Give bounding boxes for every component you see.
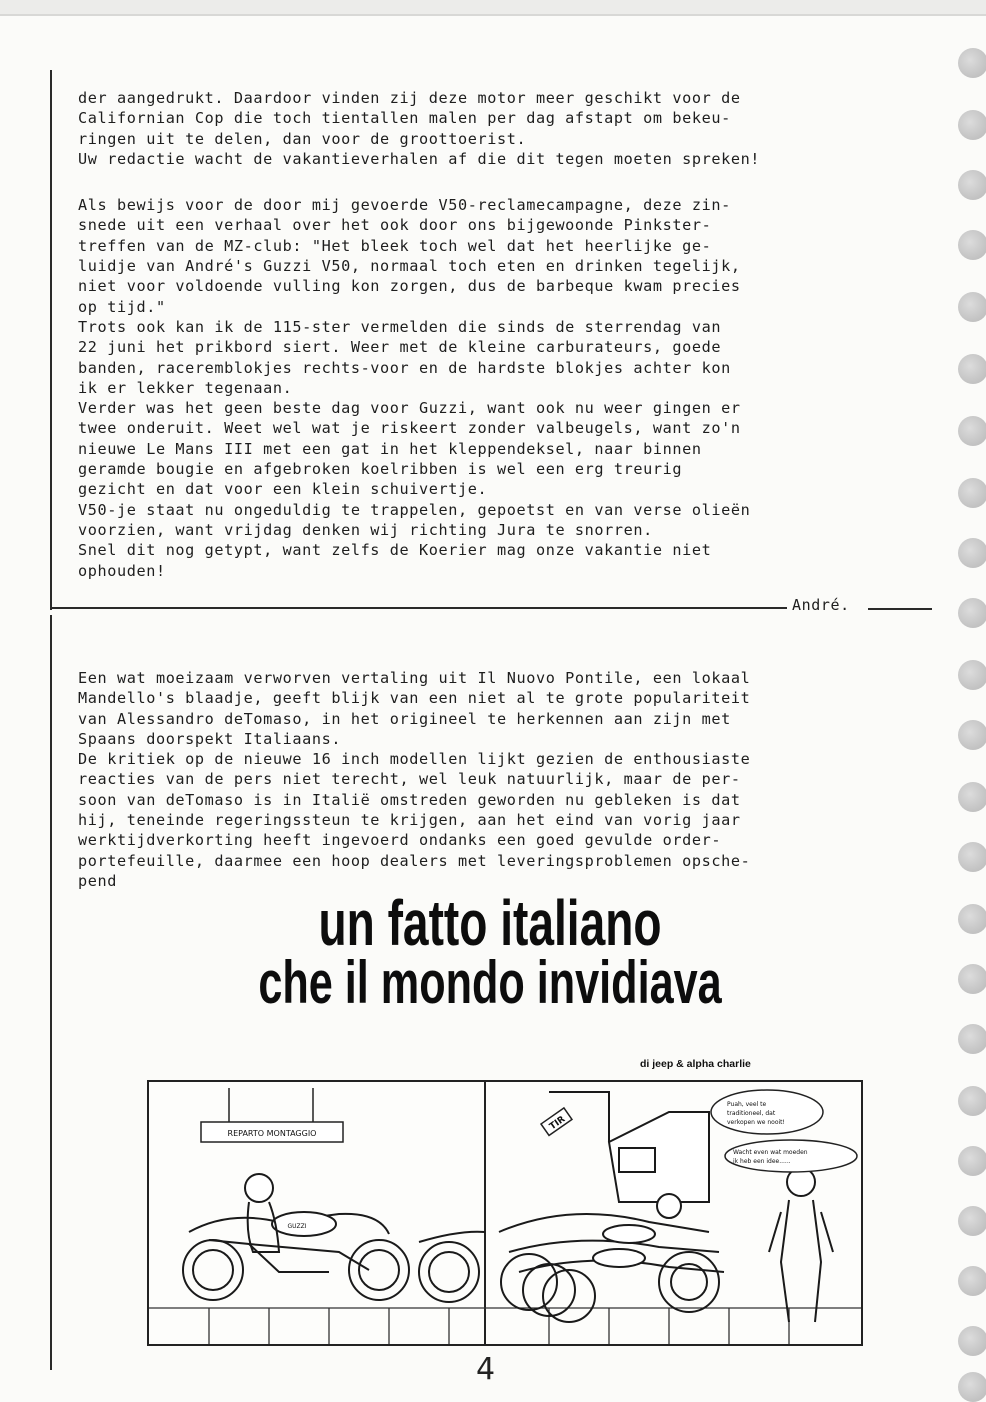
tir-sign-text: TIR [548,1114,568,1133]
binder-hole [958,292,986,322]
text-line: 22 juni het prikbord siert. Weer met de kleine carburateurs, goede [78,338,722,357]
binder-hole [958,538,986,568]
text-line: treffen van de MZ-club: "Het bleek toch wel dat het heerlijke ge- [78,236,712,255]
binder-hole [958,598,986,628]
text-line: ringen uit te delen, dan voor de groottoerist. [78,129,527,148]
text-line: van Alessandro deTomaso, in het origineel te herkennen aan zijn met [78,709,731,728]
binder-hole [958,416,986,446]
text-line: twee onderuit. Weet wel wat je riskeert zonder valbeugels, want zo'n [78,419,741,438]
text-line: hij, teneinde regeringssteun te krijgen, aan het eind van vorig jaar [78,811,741,830]
text-line: Californian Cop die toch tientallen malen per dag afstapt om bekeu- [78,109,731,128]
text-line: De kritiek op de nieuwe 16 inch modellen lijkt gezien de enthousiaste [78,750,751,769]
text-line: werktijdverkorting heeft ingevoerd ondanks een goed gevulde order- [78,831,722,850]
text-line: banden, raceremblokjes rechts-voor en de hardste blokjes achter kon [78,358,731,377]
binder-hole [958,230,986,260]
binder-hole [958,1146,986,1176]
text-line: Spaans doorspekt Italiaans. [78,729,342,748]
article-1 [78,88,958,581]
text-line: Als bewijs voor de door mij gevoerde V50-reclamecampagne, deze zin- [78,196,731,215]
margin-line-top [50,70,52,610]
binder-hole [958,842,986,872]
comic-strip [147,1080,863,1346]
speech-bubble-2 [725,1140,857,1172]
scan-edge-line [0,14,986,16]
text-line: der aangedrukt. Daardoor vinden zij deze motor meer geschikt voor de [78,89,741,107]
bubble-1-line-1: Puah, veel te [727,1101,767,1108]
text-line: soon van deTomaso is in Italië omstreden geworden nu gebleken is dat [78,790,741,809]
binder-hole [958,1372,986,1402]
text-line: niet voor voldoende vulling kon zorgen, dus de barbeque kwam precies [78,277,741,296]
byline: di jeep & alpha charlie [640,1058,751,1070]
binder-hole [958,48,986,78]
left-motorcycle [183,1174,409,1300]
text-line: ik er lekker tegenaan. [78,378,293,397]
signature: André. [792,596,850,614]
binder-hole [958,478,986,508]
binder-hole [958,170,986,200]
text-line: geramde bougie en afgebroken koelribben is wel een erg treurig [78,460,683,479]
truck [549,1092,709,1218]
binder-hole [958,782,986,812]
text-line: Verder was het geen beste dag voor Guzzi, want ook nu weer gingen er [78,399,741,418]
text-line: Mandello's blaadje, geeft blijk van een niet al te grote populariteit [78,689,751,708]
headline-line-2: che il mondo invidiava [258,949,722,1016]
bubble-2-line-1: Wacht even wat moeden [733,1149,808,1156]
binder-hole [958,904,986,934]
bubble-1-line-2: traditioneel, dat [727,1110,776,1117]
comic-drawing [149,1082,861,1344]
binder-hole [958,720,986,750]
binder-hole [958,1266,986,1296]
text-line: pend [78,871,117,890]
text-line: gezicht en dat voor een klein schuivertje. [78,480,488,499]
text-line: nieuwe Le Mans III met een gat in het kleppendeksel, naar binnen [78,439,702,458]
binder-hole [958,110,986,140]
text-line: Snel dit nog getypt, want zelfs de Koerier mag onze vakantie niet [78,541,712,560]
text-line: reacties van de pers niet terecht, wel leuk natuurlijk, maar de per- [78,770,741,789]
text-line: Trots ook kan ik de 115-ster vermelden die sinds de sterrendag van [78,317,722,336]
assembly-sign-text: REPARTO MONTAGGIO [227,1129,317,1138]
text-line: portefeuille, daarmee een hoop dealers met leveringsproblemen opsche- [78,851,751,870]
floor-tiles [149,1308,861,1344]
section-divider [52,607,787,609]
text-line: Een wat moeizaam verworven vertaling uit Il Nuovo Pontile, een lokaal [78,669,751,687]
tir-sign [541,1108,572,1136]
binder-hole [958,1024,986,1054]
binder-hole [958,354,986,384]
text-line: snede uit een verhaal over het ook door ons bijgewoonde Pinkster- [78,216,712,235]
page-number: 4 [476,1352,496,1387]
stacked-motorcycles [499,1214,724,1322]
binder-hole [958,964,986,994]
headline-line-1: un fatto italiano [318,887,662,959]
blank-line [78,169,958,195]
binder-hole [958,660,986,690]
bubble-2-line-2: ik heb een idee...... [733,1158,791,1165]
article-2 [78,668,958,891]
partial-motorcycle [419,1232,485,1302]
margin-line-bottom [50,615,52,1370]
bubble-1-line-3: verkopen we nooit! [727,1119,785,1126]
tank-label: GUZZI [287,1223,307,1230]
text-line: voorzien, want vrijdag denken wij richting Jura te snorren. [78,520,653,539]
text-line: ophouden! [78,561,166,580]
text-line: luidje van André's Guzzi V50, normaal toch eten en drinken tegelijk, [78,257,741,276]
signature-underline [868,608,932,610]
binder-hole [958,1206,986,1236]
man-figure [769,1168,833,1322]
binder-hole [958,1326,986,1356]
text-line: op tijd." [78,297,166,316]
text-line: Uw redactie wacht de vakantieverhalen af die dit tegen moeten spreken! [78,149,761,168]
binder-hole [958,1086,986,1116]
text-line: V50-je staat nu ongeduldig te trappelen, gepoetst en van verse olieën [78,500,751,519]
